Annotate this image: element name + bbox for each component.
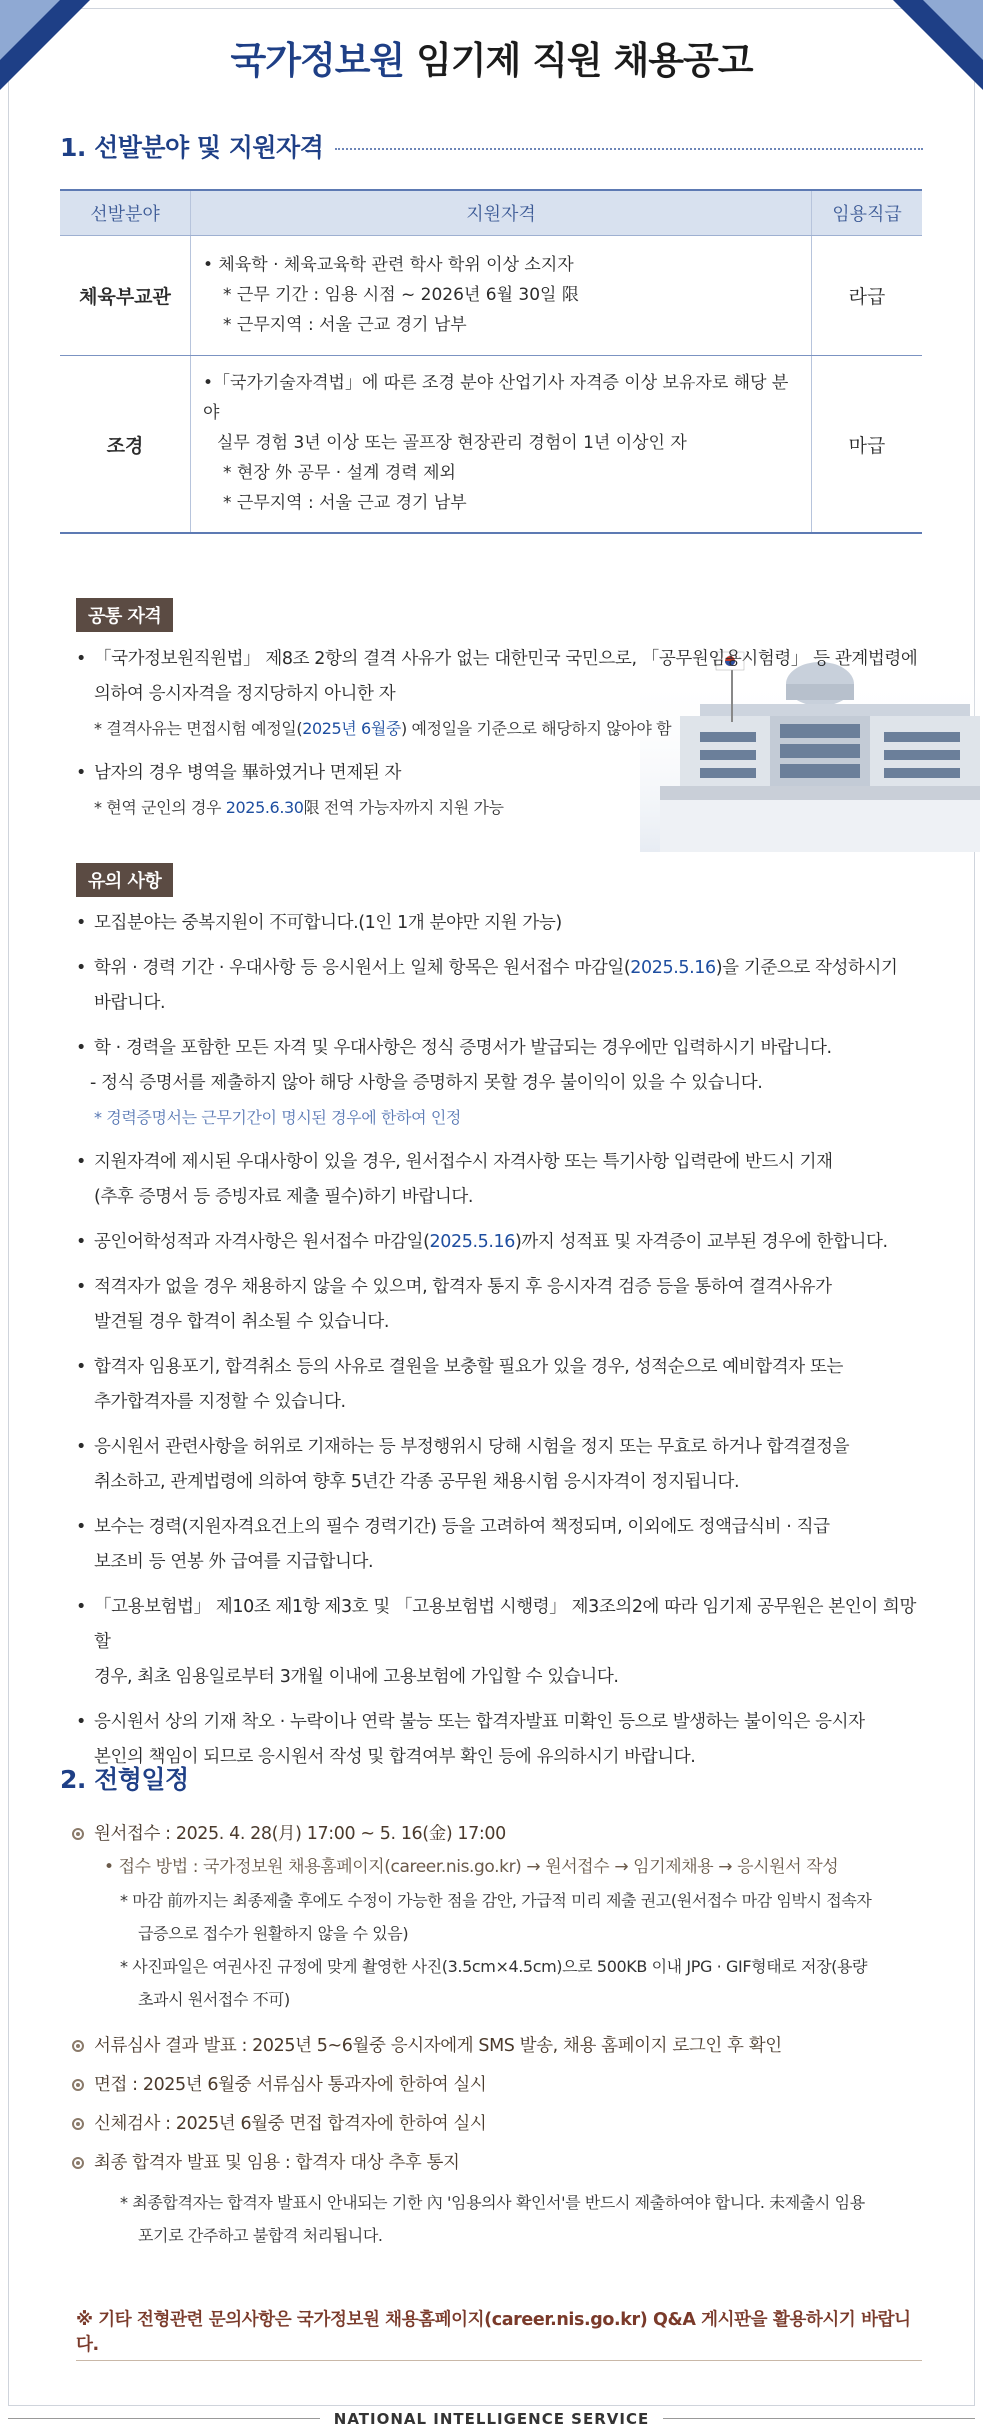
bullet-circle-icon (72, 2040, 84, 2052)
page-title (0, 30, 983, 84)
schedule-note: * 최종합격자는 합격자 발표시 안내되는 기한 內 '임용의사 확인서'를 반드시 제출하여야 합니다. 未제출시 임용 (120, 2193, 865, 2212)
table-header: 임용직급 (812, 190, 923, 236)
list-item: • 「국가정보원직원법」 제8조 2항의 결격 사유가 없는 대한민국 국민으로, 「공무원임용시험령」 등 관계법령에 (76, 649, 918, 669)
table-cell-field: 체육부교관 (60, 236, 191, 356)
heading-dotted-rule (335, 148, 923, 150)
common-qualification-list (76, 642, 922, 825)
inquiry-notice: ※ 기타 전형관련 문의사항은 국가정보원 채용홈페이지(career.nis.go.kr) Q&A 게시판을 활용하시기 바랍니다. (76, 2306, 922, 2361)
list-note: * 현역 군인의 경우 2025.6.30限 전역 가능자까지 지원 가능 (94, 798, 504, 817)
table-header: 지원자격 (191, 190, 812, 236)
bullet-circle-icon (72, 2157, 84, 2169)
section-1-heading (60, 128, 923, 164)
section-2-title: 2. 전형일정 (60, 1765, 189, 1794)
bullet-circle-icon (72, 2079, 84, 2091)
list-item: • 학 · 경력을 포함한 모든 자격 및 우대사항은 정식 증명서가 발급되는 경우에만 입력하시기 바랍니다. (76, 1038, 832, 1058)
list-item-continued: 의하여 응시자격을 정지당하지 아니한 자 (94, 684, 396, 704)
list-item: • 「고용보험법」 제10조 제1항 제3호 및 「고용보험법 시행령」 제3조의2에 따라 임기제 공무원은 본인이 희망할 (76, 1597, 916, 1652)
list-note: * 경력증명서는 근무기간이 명시된 경우에 한하여 인정 (94, 1108, 461, 1127)
schedule-item: 면접 : 2025년 6월중 서류심사 통과자에 한하여 실시 (72, 2069, 922, 2102)
caution-tag: 유의 사항 (76, 863, 173, 897)
qualification-note: * 근무지역 : 서울 근교 경기 남부 (223, 493, 467, 513)
section-1-title: 1. 선발분야 및 지원자격 (60, 133, 324, 162)
list-item-continued: 추가합격자를 지정할 수 있습니다. (94, 1392, 346, 1412)
table-cell-qualification (191, 356, 812, 534)
qualification-line: • 체육학 · 체육교육학 관련 학사 학위 이상 소지자 (203, 254, 574, 275)
list-item: • 지원자격에 제시된 우대사항이 있을 경우, 원서접수시 자격사항 또는 특기사항 입력란에 반드시 기재 (76, 1152, 833, 1172)
list-note: * 결격사유는 면접시험 예정일(2025년 6월중) 예정일을 기준으로 해당하지 않아야 함 (94, 719, 672, 738)
list-item: • 보수는 경력(지원자격요건上의 필수 경력기간) 등을 고려하여 책정되며, 이외에도 정액급식비 · 직급 (76, 1517, 830, 1537)
title-accent: 국가정보원 (230, 39, 405, 82)
table-header-row (60, 190, 922, 236)
list-item: • 남자의 경우 병역을 畢하였거나 면제된 자 (76, 763, 401, 783)
common-qualification-tag: 공통 자격 (76, 598, 173, 632)
schedule-note-continued: 초과시 원서접수 不可) (138, 1990, 290, 2009)
list-item: • 적격자가 없을 경우 채용하지 않을 수 있으며, 합격자 통지 후 응시자격 검증 등을 통하여 결격사유가 (76, 1277, 832, 1297)
list-item: • 응시원서 관련사항을 허위로 기재하는 등 부정행위시 당해 시험을 정지 또는 무효로 하거나 합격결정을 (76, 1437, 850, 1457)
list-item-continued: 본인의 책임이 되므로 응시원서 작성 및 합격여부 확인 등에 유의하시기 바랍니다. (94, 1747, 696, 1767)
list-item-continued: 취소하고, 관계법령에 의하여 향후 5년간 각종 공무원 채용시험 응시자격이 정지됩니다. (94, 1472, 740, 1492)
list-item-continued: 경우, 최초 임용일로부터 3개월 이내에 고용보험에 가입할 수 있습니다. (94, 1667, 619, 1687)
bullet-circle-icon (72, 2118, 84, 2130)
schedule-note: * 사진파일은 여권사진 규정에 맞게 촬영한 사진(3.5cm×4.5cm)으로 500KB 이내 JPG · GIF형태로 저장(용량 (120, 1957, 868, 1976)
table-header: 선발분야 (60, 190, 191, 236)
highlight-date: 2025.5.16 (630, 958, 716, 978)
list-sub-item: - 정식 증명서를 제출하지 않아 해당 사항을 증명하지 못할 경우 불이익이 있을 수 있습니다. (90, 1073, 763, 1093)
qualification-note: * 현장 外 공무 · 설계 경력 제외 (223, 463, 456, 483)
schedule-note-continued: 급증으로 접수가 원활하지 않을 수 있음) (138, 1924, 409, 1943)
qualification-note: * 근무지역 : 서울 근교 경기 남부 (223, 314, 467, 335)
qualification-note: * 근무 기간 : 임용 시점 ~ 2026년 6월 30일 限 (223, 284, 579, 305)
list-item: • 모집분야는 중복지원이 不可합니다.(1인 1개 분야만 지원 가능) (76, 913, 562, 933)
highlight-date: 2025.6.30 (225, 798, 304, 817)
table-cell-grade: 마급 (812, 356, 923, 534)
qualification-line: •「국가기술자격법」에 따른 조경 분야 산업기사 자격증 이상 보유자로 해당 분야 (203, 373, 789, 423)
table-row (60, 356, 922, 534)
list-item-continued: (추후 증명서 등 증빙자료 제출 필수)하기 바랍니다. (94, 1187, 474, 1207)
list-item: • 공인어학성적과 자격사항은 원서접수 마감일(2025.5.16)까지 성적표 및 자격증이 교부된 경우에 한합니다. (76, 1232, 888, 1252)
schedule-list (72, 1818, 922, 2252)
schedule-note-continued: 포기로 간주하고 불합격 처리됩니다. (138, 2226, 383, 2245)
caution-list (76, 906, 922, 1775)
schedule-item: 서류심사 결과 발표 : 2025년 5~6월중 응시자에게 SMS 발송, 채용 홈페이지 로그인 후 확인 (72, 2030, 922, 2063)
qualification-table (60, 189, 922, 534)
highlight-date: 2025년 6월중 (302, 719, 401, 738)
schedule-item: 원서접수 : 2025. 4. 28(月) 17:00 ~ 5. 16(金) 17:00 (72, 1818, 922, 1851)
table-row (60, 236, 922, 356)
table-cell-field: 조경 (60, 356, 191, 534)
list-item: • 학위 · 경력 기간 · 우대사항 등 응시원서上 일체 항목은 원서접수 마감일(2025.5.16)을 기준으로 작성하시기 (76, 958, 898, 978)
table-cell-qualification (191, 236, 812, 356)
list-item-continued: 발견될 경우 합격이 취소될 수 있습니다. (94, 1312, 390, 1332)
list-item-continued: 보조비 등 연봉 外 급여를 지급합니다. (94, 1552, 374, 1572)
schedule-sub-item: • 접수 방법 : 국가정보원 채용홈페이지(career.nis.go.kr) → 원서접수 → 임기제채용 → 응시원서 작성 (104, 1857, 839, 1877)
list-item: • 응시원서 상의 기재 착오 · 누락이나 연락 불능 또는 합격자발표 미확인 등으로 발생하는 불이익은 응시자 (76, 1712, 865, 1732)
table-cell-grade: 라급 (812, 236, 923, 356)
title-rest: 임기제 직원 채용공고 (404, 39, 753, 82)
list-item-continued: 바랍니다. (94, 993, 166, 1013)
qualification-line: 실무 경험 3년 이상 또는 골프장 현장관리 경험이 1년 이상인 자 (217, 433, 687, 453)
schedule-note: * 마감 前까지는 최종제출 후에도 수정이 가능한 점을 감안, 가급적 미리 제출 권고(원서접수 마감 임박시 접속자 (120, 1891, 872, 1910)
schedule-item: 신체검사 : 2025년 6월중 면접 합격자에 한하여 실시 (72, 2108, 922, 2141)
highlight-date: 2025.5.16 (429, 1232, 515, 1252)
schedule-item: 최종 합격자 발표 및 임용 : 합격자 대상 추후 통지 (72, 2147, 922, 2180)
list-item: • 합격자 임용포기, 합격취소 등의 사유로 결원을 보충할 필요가 있을 경우, 성적순으로 예비합격자 또는 (76, 1357, 843, 1377)
footer-text: NATIONAL INTELLIGENCE SERVICE (320, 2410, 663, 2428)
bullet-circle-icon (72, 1828, 84, 1840)
footer (0, 2410, 983, 2428)
section-2-heading (60, 1760, 189, 1796)
